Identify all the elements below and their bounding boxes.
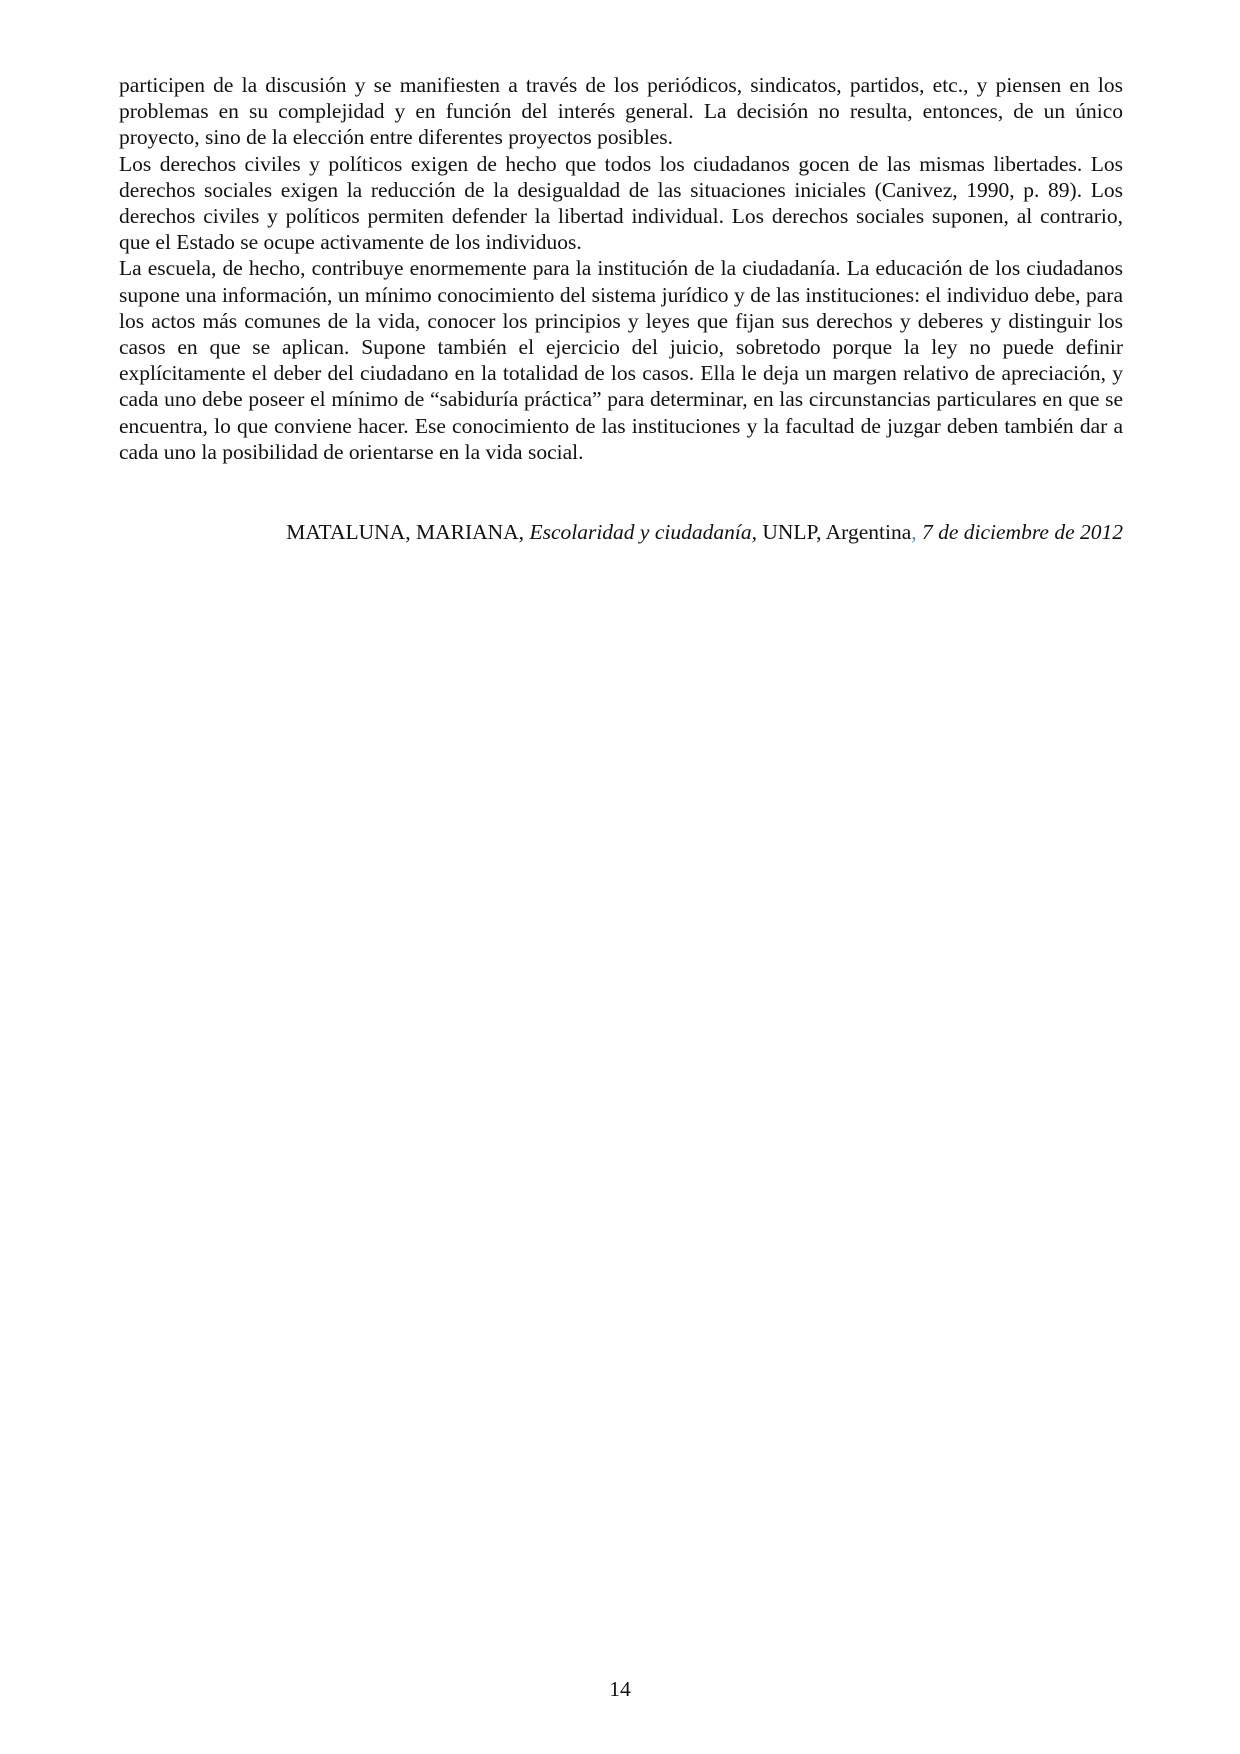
citation-date: 7 de diciembre de 2012 bbox=[921, 520, 1123, 544]
body-text bbox=[119, 72, 1123, 465]
page-number: 14 bbox=[609, 1677, 631, 1701]
citation-separator: , bbox=[911, 520, 922, 544]
citation-author: MATALUNA, MARIANA, bbox=[286, 520, 530, 544]
citation bbox=[119, 519, 1123, 545]
citation-title: Escolaridad y ciudadanía, bbox=[529, 520, 757, 544]
paragraph: Los derechos civiles y políticos exigen de hecho que todos los ciudadanos gocen de las mismas libertades. Los derechos sociales exigen la reducción de la desigualdad de las situaciones iniciales (Canivez, 1990, p. 89). Los derechos civiles y políticos permiten defender la libertad individual. Los derechos sociales suponen, al contrario, que el Estado se ocupe activamente de los individuos. bbox=[119, 151, 1123, 255]
paragraph: participen de la discusión y se manifiesten a través de los periódicos, sindicatos, partidos, etc., y piensen en los problemas en su complejidad y en función del interés general. La decisión no resulta, entonces, de un único proyecto, sino de la elección entre diferentes proyectos posibles. bbox=[119, 73, 1123, 150]
paragraph: La escuela, de hecho, contribuye enormemente para la institución de la ciudadanía. La educación de los ciudadanos supone una información, un mínimo conocimiento del sistema jurídico y de las instituciones: el individuo debe, para los actos más comunes de la vida, conocer los principios y leyes que fijan sus derechos y deberes y distinguir los casos en que se aplican. Supone también el ejercicio del juicio, sobretodo porque la ley no puede definir explícitamente el deber del ciudadano en la totalidad de los casos. Ella le deja un margen relativo de apreciación, y cada uno debe poseer el mínimo de “sabiduría práctica” para determinar, en las circunstancias particulares en que se encuentra, lo que conviene hacer. Ese conocimiento de las instituciones y la facultad de juzgar deben también dar a cada uno la posibilidad de orientarse en la vida social. bbox=[119, 256, 1123, 464]
citation-publisher: UNLP, Argentina bbox=[756, 520, 912, 544]
